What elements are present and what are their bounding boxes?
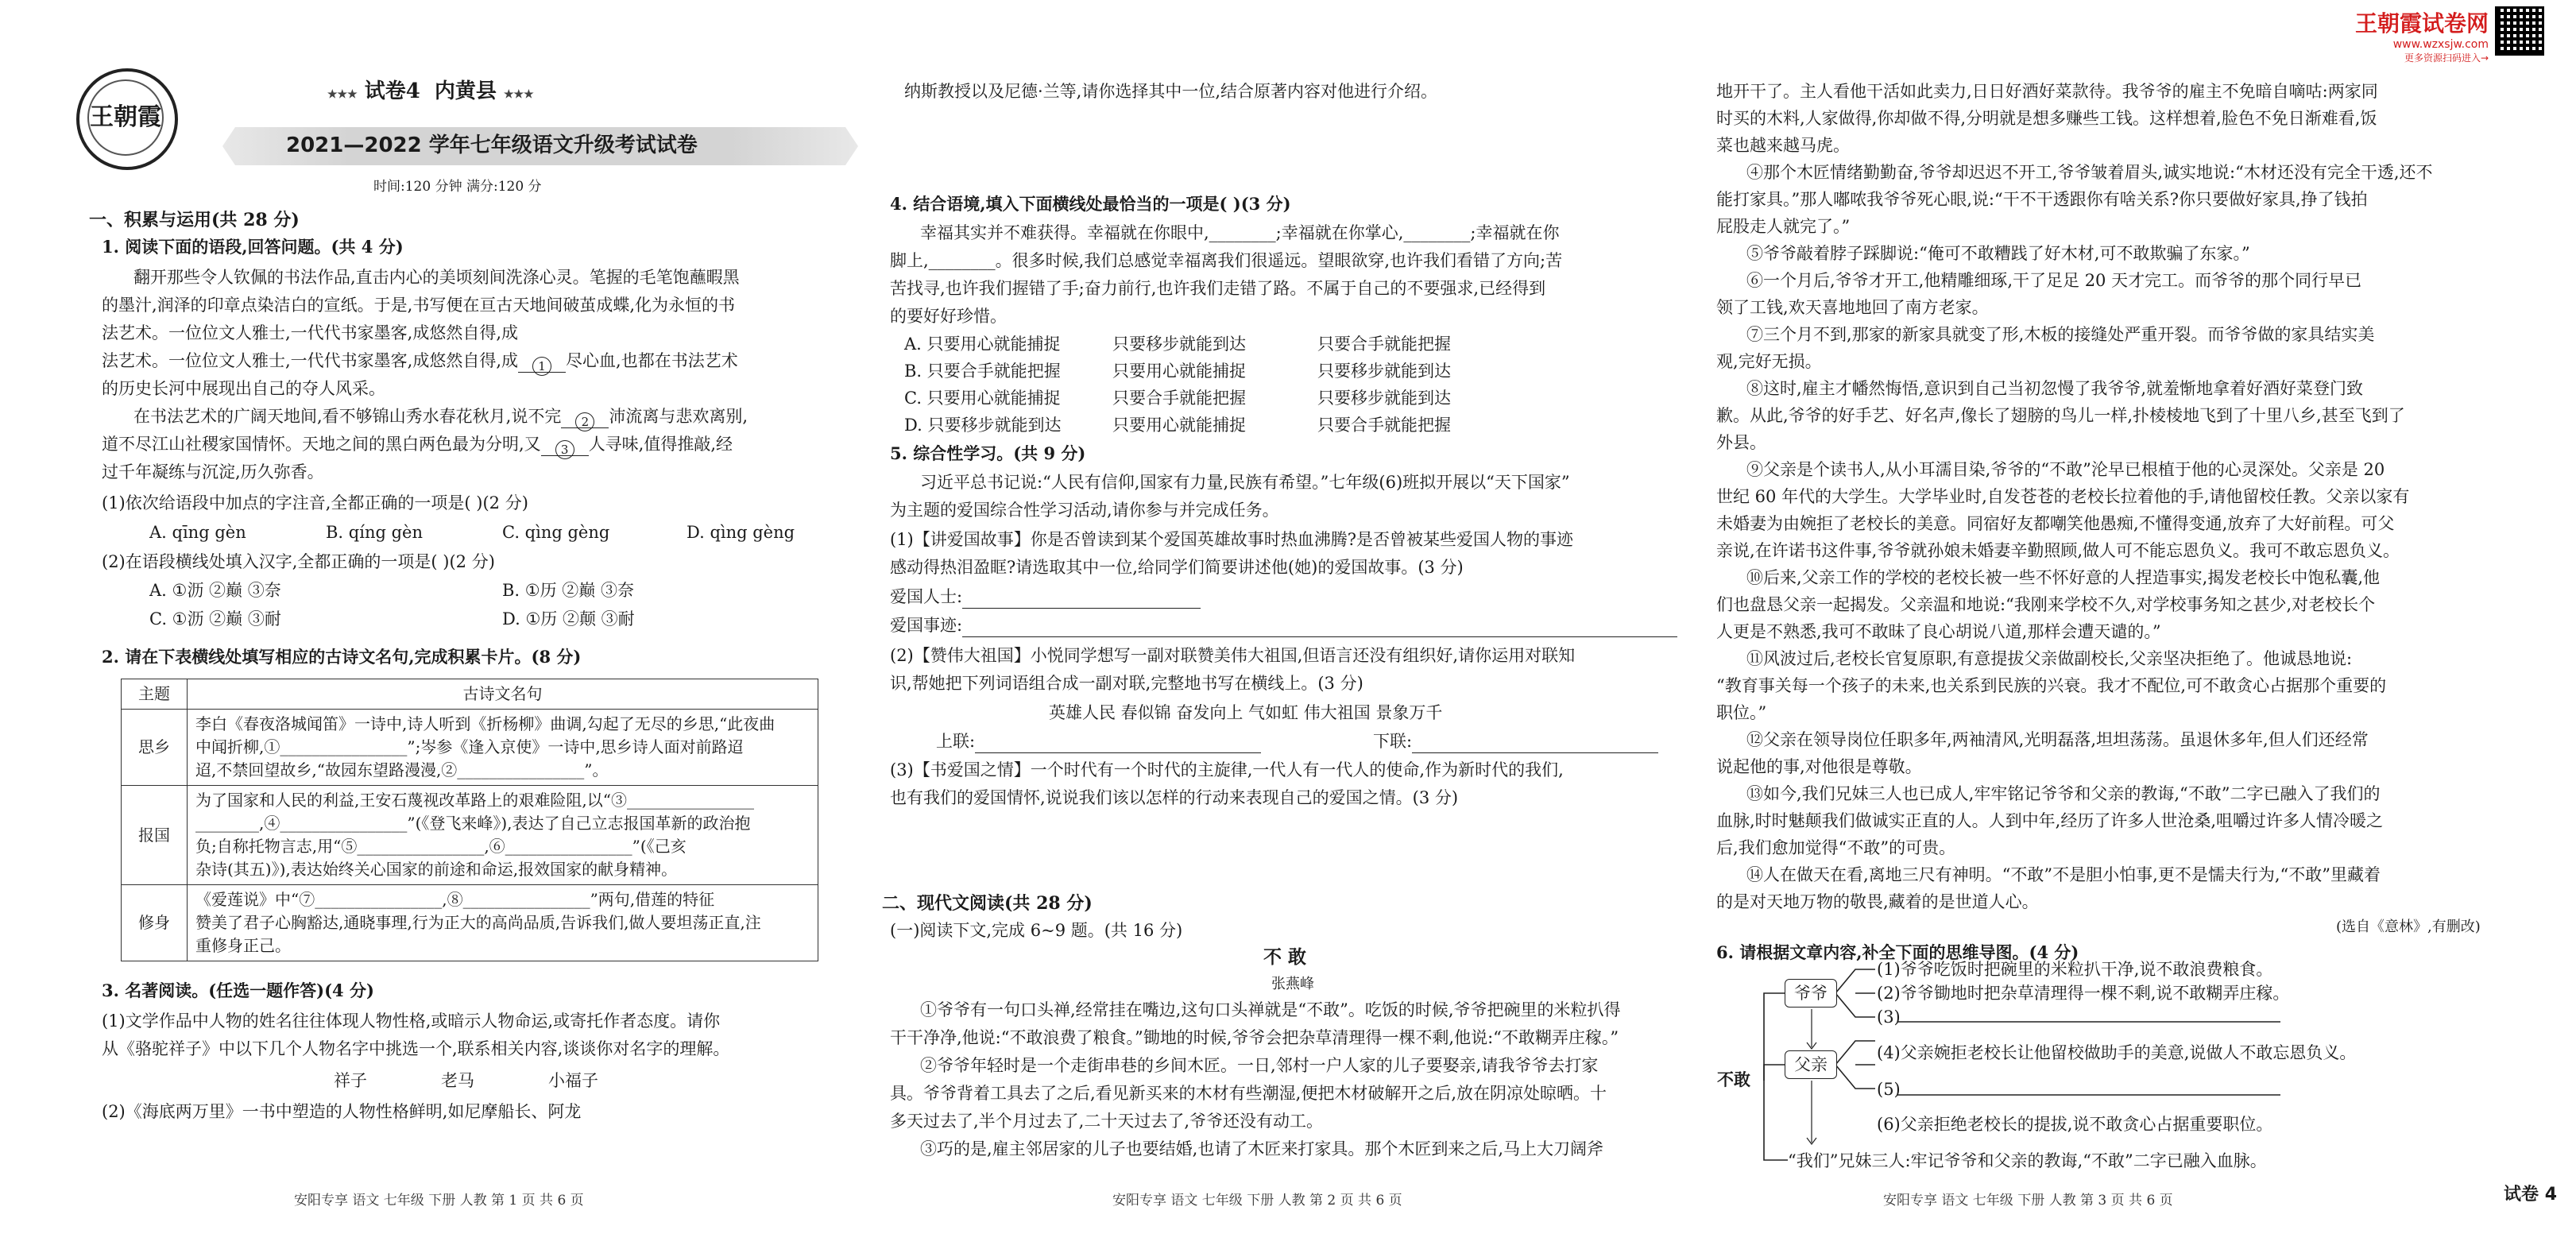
- story-line: 具。爷爷背着工具去了之后,看见新买来的木材有些潮湿,便把木材破解开之后,放在阴凉处晾晒。十: [890, 1084, 1607, 1103]
- source-note: (选自《意林》,有删改): [2336, 919, 2481, 935]
- story-line: ⑨父亲是个读书人,从小耳濡目染,爷爷的“不敢”沦早已根植于他的心灵深处。父亲是 20: [1746, 460, 2385, 479]
- para-line: 的要好好珍惜。: [890, 307, 1007, 326]
- mind-map-item-blank[interactable]: (5): [1877, 1080, 1901, 1099]
- exam-title: 2021—2022 学年七年级语文升级考试试卷: [286, 133, 698, 157]
- story-line: ⑪风波过后,老校长官复原职,有意提拔父亲做副校长,父亲坚决拒绝了。他诚恳地说:: [1746, 649, 2353, 668]
- poem-cell: 为了国家和人民的利益,王安石蔑视改革路上的艰难险阻,以“③________________ ________,④________________”(《登飞来峰》),表达了自己立志报国革新的政治抱 负;自称托物言志,用“⑤________________,⑥________________”(《己亥 杂诗(其五)》),表达始终关心国家的前途和命运,报效国家的献身精神。: [188, 786, 818, 885]
- story-line: ①爷爷有一句口头禅,经常挂在嘴边,这句口头禅就是“不敢”。吃饭的时候,爷爷把碗里的米粒扒得: [920, 1000, 1621, 1019]
- option: 只要移步就能到达: [1317, 362, 1451, 381]
- story-line: 时买的木料,人家做得,你却做不得,分明就是想多赚些工钱。这样想着,脸色不免日渐难看,饭: [1716, 109, 2377, 128]
- lower-line-field[interactable]: 下联:: [1373, 729, 1658, 753]
- option: 只要合手就能把握: [1317, 335, 1451, 354]
- story-line: ⑩后来,父亲工作的学校的老校长被一些不怀好意的人捏造事实,揭发老校长中饱私囊,他: [1746, 568, 2381, 587]
- para-line: (2)《海底两万里》一书中塑造的人物性格鲜明,如尼摩船长、阿龙: [102, 1102, 582, 1121]
- table-header: 主题: [122, 679, 188, 710]
- para-line: 感动得热泪盈眶?请选取其中一位,给同学们简要讲述他(她)的爱国故事。(3 分): [890, 558, 1464, 577]
- option: B. ①历 ②巅 ③奈: [502, 581, 634, 600]
- story-line: ⑭人在做天在看,离地三尺有神明。“不敢”不是胆小怕事,更不是懦夫行为,“不敢”里藏着: [1746, 865, 2381, 884]
- story-line: 外县。: [1716, 433, 1766, 452]
- para-line: 道不尽江山社稷家国情怀。天地之间的黑白两色最为分明,又 3 人寻味,值得推敲,经: [102, 432, 733, 456]
- story-line: ③巧的是,雇主邻居家的儿子也要结婚,也请了木匠来打家具。那个木匠到来之后,马上大刀阔斧: [920, 1139, 1604, 1158]
- para-line: (2)【赞伟大祖国】小悦同学想写一副对联赞美伟大祖国,但语言还没有组织好,请你运用对联知: [890, 646, 1576, 665]
- story-line: 观,完好无损。: [1716, 352, 1822, 371]
- brand-url[interactable]: www.wzxsjw.com: [2392, 38, 2489, 51]
- para-line: 过千年凝练与沉淀,历久弥香。: [102, 462, 324, 482]
- para-line: 法艺术。一位位文人雅士,一代代书家墨客,成悠然自得,成: [102, 323, 519, 342]
- option: 只要用心就能捕捉: [1112, 362, 1246, 381]
- exam-tag: 试卷 4: [2504, 1185, 2557, 1205]
- story-line: 的是对天地万物的敬畏,藏着的是世道人心。: [1716, 892, 2039, 911]
- option: 只要移步就能到达: [1317, 389, 1451, 408]
- option: A. ①沥 ②巅 ③奈: [149, 581, 281, 600]
- table-header: 古诗文名句: [188, 679, 818, 710]
- option: C. qìng gèng: [502, 523, 610, 542]
- qr-code-icon[interactable]: [2495, 6, 2544, 56]
- story-line: 多天过去了,半个月过去了,二十天过去了,爷爷还没有动工。: [890, 1112, 1324, 1131]
- question-2: 2. 请在下表横线处填写相应的古诗文名句,完成积累卡片。(8 分): [102, 647, 582, 667]
- page-3: [1708, 0, 2576, 1257]
- story-line: 地开干了。主人看他干活如此卖力,日日好酒好菜款待。我爷爷的雇主不免暗自嘀咕:两家同: [1716, 82, 2378, 101]
- mind-map-grandpa: 爷爷: [1785, 979, 1837, 1008]
- para-line: 习近平总书记说:“人民有信仰,国家有力量,民族有希望。”七年级(6)班拟开展以“天下国家”: [920, 473, 1570, 492]
- brand-block[interactable]: [2355, 6, 2489, 64]
- story-title: 不 敢: [1263, 946, 1307, 968]
- mind-map-item: (4)父亲婉拒老校长让他留校做助手的美意,说做人不敢忘恩负义。: [1877, 1043, 2357, 1062]
- mind-map-we: “我们”兄妹三人:牢记爷爷和父亲的教诲,“不敢”二字已融入血脉。: [1788, 1151, 2267, 1170]
- story-line: ⑬如今,我们兄妹三人也已成人,牢牢铭记爷爷和父亲的教诲,“不敢”二字已融入了我们的: [1746, 784, 2381, 803]
- story-author: 张燕峰: [1271, 976, 1314, 992]
- table-row: [122, 710, 818, 786]
- name-option: 小福子: [548, 1071, 598, 1090]
- mind-map-item: (1)爷爷吃饭时把碗里的米粒扒干净,说不敢浪费粮食。: [1877, 960, 2273, 979]
- para-line: 幸福其实并不难获得。幸福就在你眼中,________;幸福就在你掌心,________;幸福就在你: [920, 223, 1560, 242]
- story-line: ⑥一个月后,爷爷才开工,他精雕细琢,干了足足 20 天才完工。而爷爷的那个同行早已: [1746, 271, 2362, 290]
- para-line: 的墨汁,润泽的印章点染洁白的宣纸。于是,书写便在亘古天地间破茧成蝶,化为永恒的书: [102, 296, 736, 315]
- story-line: 世纪 60 年代的大学生。大学毕业时,自发苍苍的老校长拉着他的手,请他留校任教。父亲以家有: [1716, 487, 2410, 506]
- story-line: 说起他的事,对他很是尊敬。: [1716, 757, 1922, 776]
- para-line: (3)【书爱国之情】一个时代有一个时代的主旋律,一代人有一代人的使命,作为新时代的我们,: [890, 760, 1564, 779]
- brand-logo: [76, 68, 178, 170]
- para-line: 苦找寻,也许我们握错了手;奋力前行,也许我们走错了路。不属于自己的不要强求,已经得到: [890, 279, 1546, 298]
- mind-map-father: 父亲: [1785, 1050, 1837, 1079]
- option: D. ①历 ②颠 ③耐: [502, 609, 635, 628]
- page-footer: 安阳专享 语文 七年级 下册 人教 第 1 页 共 6 页: [294, 1193, 584, 1209]
- logo-text: 王朝霞: [87, 79, 164, 156]
- question-3: 3. 名著阅读。(任选一题作答)(4 分): [102, 980, 374, 1000]
- poem-cell: 《爱莲说》中“⑦________________,⑧________________”两句,借莲的特征 赞美了君子心胸豁达,通晓事理,行为正大的高尚品质,告诉我们,做人要坦荡正直,注 重修身正己。: [188, 885, 818, 961]
- para-line: 在书法艺术的广阔天地间,看不够锦山秀水春花秋月,说不完 2 沛流离与悲欢离别,: [133, 404, 748, 428]
- couplet-words: 英雄人民 春似锦 奋发向上 气如虹 伟大祖国 景象万千: [1049, 703, 1443, 722]
- option: 只要合手就能把握: [1112, 389, 1246, 408]
- story-line: ④那个木匠情绪勤勤奋,爷爷却迟迟不开工,爷爷皱着眉头,诚实地说:“木材还没有完全干透,还不: [1746, 163, 2433, 182]
- option: C. ①沥 ②巅 ③耐: [149, 609, 281, 628]
- para-line: 为主题的爱国综合性学习活动,请你参与并完成任务。: [890, 501, 1279, 520]
- name-option: 老马: [441, 1071, 474, 1090]
- para-line: 脚上,________。很多时候,我们总感觉幸福离我们很遥远。望眼欲穿,也许我们看错了方向;苦: [890, 251, 1563, 270]
- story-line: 职位。”: [1716, 703, 1767, 722]
- story-line: 领了工钱,欢天喜地地回了南方老家。: [1716, 298, 1989, 317]
- section-title: 二、现代文阅读(共 28 分): [882, 893, 1093, 914]
- table-row: [122, 786, 818, 885]
- story-line: 菜也越来越马虎。: [1716, 136, 1850, 155]
- option: D. qìng gèng: [687, 523, 795, 542]
- upper-line-field[interactable]: 上联:: [936, 729, 1261, 753]
- table-header-row: [122, 679, 818, 710]
- story-line: 未婚妻为由婉拒了老校长的美意。同宿好友都嘲笑他愚痴,不懂得变通,放弃了大好前程。可父: [1716, 514, 2395, 533]
- para-line: (1)文学作品中人物的姓名往往体现人物性格,或暗示人物命运,或寄托作者态度。请你: [102, 1011, 721, 1031]
- brand-name: 王朝霞试卷网: [2354, 10, 2489, 37]
- theme-cell: 思乡: [122, 710, 188, 786]
- page-2: [882, 0, 1708, 1257]
- story-line: 能打家具。”那人嘟哝我爷爷死心眼,说:“干不干透跟你有啥关系?你只要做好家具,挣了钱拍: [1716, 190, 2368, 209]
- story-line: 亲说,在许诺书这件事,爷爷就孙娘未婚妻辛勤照顾,做人可不能忘恩负义。我可不敢忘恩负义。: [1716, 541, 2400, 560]
- question-4: 4. 结合语境,填入下面横线处最恰当的一项是( )(3 分): [890, 194, 1291, 214]
- story-line: 血脉,时时魅颠我们做诚实正直的人。人到中年,经历了许多人世沧桑,咀嚼过许多人情冷暖之: [1716, 811, 2384, 830]
- exam-heading: ★★★ 试卷4 内黄县 ★★★: [327, 79, 534, 103]
- para-line: 法艺术。一位位文人雅士,一代代书家墨客,成悠然自得,成 1 尽心血,也都在书法艺术: [102, 349, 738, 373]
- story-line: 屁股走人就完了。”: [1716, 217, 1851, 236]
- mind-map-item: (6)父亲拒绝老校长的提拔,说不敢贪心占据重要职位。: [1877, 1115, 2273, 1134]
- mind-map-root: 不敢: [1708, 1066, 1759, 1093]
- para-line: 识,帮她把下列词语组合成一副对联,完整地书写在横线上。(3 分): [890, 674, 1363, 693]
- story-line: ②爷爷年轻时是一个走街串巷的乡间木匠。一日,邻村一户人家的儿子要娶亲,请我爷爷去打家: [920, 1056, 1599, 1075]
- sub-section: (一)阅读下文,完成 6~9 题。(共 16 分): [890, 921, 1183, 940]
- theme-cell: 修身: [122, 885, 188, 961]
- question-1-2: (2)在语段横线处填入汉字,全都正确的一项是( )(2 分): [102, 552, 495, 571]
- option: A. 只要用心就能捕捉: [904, 335, 1061, 354]
- para-line: 也有我们的爱国情怀,说说我们该以怎样的行动来表现自己的爱国之情。(3 分): [890, 788, 1459, 807]
- patriot-field[interactable]: 爱国人士:: [890, 585, 1201, 609]
- brand-sub: 更多资源扫码进入→: [2404, 52, 2489, 64]
- para-line: (1)【讲爱国故事】你是否曾读到某个爱国英雄故事时热血沸腾?是否曾被某些爱国人物的事迹: [890, 530, 1574, 549]
- question-1: 1. 阅读下面的语段,回答问题。(共 4 分): [102, 237, 404, 257]
- mind-map-item-blank[interactable]: (3): [1877, 1008, 1901, 1027]
- question-5: 5. 综合性学习。(共 9 分): [890, 443, 1086, 463]
- option: B. 只要合手就能把握: [904, 362, 1061, 381]
- story-line: ⑧这时,雇主才幡然悔悟,意识到自己当初忽慢了我爷爷,就羞惭地拿着好酒好菜登门致: [1746, 379, 2364, 398]
- option: 只要用心就能捕捉: [1112, 416, 1246, 435]
- option: B. qíng gèn: [326, 523, 423, 542]
- option: 只要移步就能到达: [1112, 335, 1246, 354]
- option: A. qīng gèn: [149, 523, 246, 542]
- poem-table: [121, 679, 818, 961]
- option: C. 只要用心就能捕捉: [904, 389, 1061, 408]
- option: 只要合手就能把握: [1317, 416, 1451, 435]
- story-line: “教育事关每一个孩子的未来,也关系到民族的兴衰。我才不配位,可不敢贪心占据那个重要的: [1716, 676, 2387, 695]
- para-line: 的历史长河中展现出自己的夺人风采。: [102, 379, 385, 398]
- name-option: 祥子: [334, 1071, 367, 1090]
- para-line: 从《骆驼祥子》中以下几个人物名字中挑选一个,联系相关内容,谈谈你对名字的理解。: [102, 1039, 730, 1058]
- story-line: 歉。从此,爷爷的好手艺、好名声,像长了翅膀的鸟儿一样,扑棱棱地飞到了十里八乡,甚至飞到了: [1716, 406, 2405, 425]
- story-line: 们也盘恳父亲一起揭发。父亲温和地说:“我刚来学校不久,对学校事务知之甚少,对老校长个: [1716, 595, 2376, 614]
- para-line: 翻开那些令人钦佩的书法作品,直击内心的美顷刻间洗涤心灵。笔握的毛笔饱蘸暇黑: [133, 268, 740, 287]
- story-line: ⑤爷爷敲着脖子踩脚说:“俺可不敢糟践了好木材,可不敢欺骗了东家。”: [1746, 244, 2250, 263]
- story-line: 干干净净,他说:“不敢浪费了粮食。”锄地的时候,爷爷会把杂草清理得一棵不剩,他说:“不敢糊弄庄稼。”: [890, 1028, 1619, 1047]
- poem-cell: 李白《春夜洛城闻笛》一诗中,诗人听到《折杨柳》曲调,勾起了无尽的乡思,“此夜曲 中闻折柳,①________________”;岑参《逢入京使》一诗中,思乡诗人面对前路迢 迢,不禁回望故乡,“故园东望路漫漫,②________________”。: [188, 710, 818, 786]
- story-field[interactable]: 爱国事迹:: [890, 613, 1677, 637]
- page-footer: 安阳专享 语文 七年级 下册 人教 第 3 页 共 6 页: [1883, 1193, 2173, 1209]
- exam-time: 时间:120 分钟 满分:120 分: [373, 179, 542, 195]
- story-line: 人更是不熟悉,我可不敢昧了良心胡说八道,那样会遭天谴的。”: [1716, 622, 2161, 641]
- question-6: 6. 请根据文章内容,补全下面的思维导图。(4 分): [1716, 942, 2079, 962]
- section-title: 一、积累与运用(共 28 分): [89, 210, 300, 230]
- option: D. 只要移步就能到达: [904, 416, 1062, 435]
- theme-cell: 报国: [122, 786, 188, 885]
- question-1-1: (1)依次给语段中加点的字注音,全都正确的一项是( )(2 分): [102, 493, 528, 512]
- story-line: 后,我们愈加觉得“不敢”的可贵。: [1716, 838, 1956, 857]
- story-line: ⑫父亲在领导岗位任职多年,两袖清风,光明磊落,坦坦荡荡。虽退休多年,但人们还经常: [1746, 730, 2369, 749]
- mind-map-item: (2)爷爷锄地时把杂草清理得一棵不剩,说不敢糊弄庄稼。: [1877, 984, 2290, 1003]
- page-footer: 安阳专享 语文 七年级 下册 人教 第 2 页 共 6 页: [1112, 1193, 1402, 1209]
- story-line: ⑦三个月不到,那家的新家具就变了形,木板的接缝处严重开裂。而爷爷做的家具结实美: [1746, 325, 2375, 344]
- table-row: [122, 885, 818, 961]
- para-line: 纳斯教授以及尼德·兰等,请你选择其中一位,结合原著内容对他进行介绍。: [904, 82, 1438, 101]
- page-1: [0, 0, 882, 1257]
